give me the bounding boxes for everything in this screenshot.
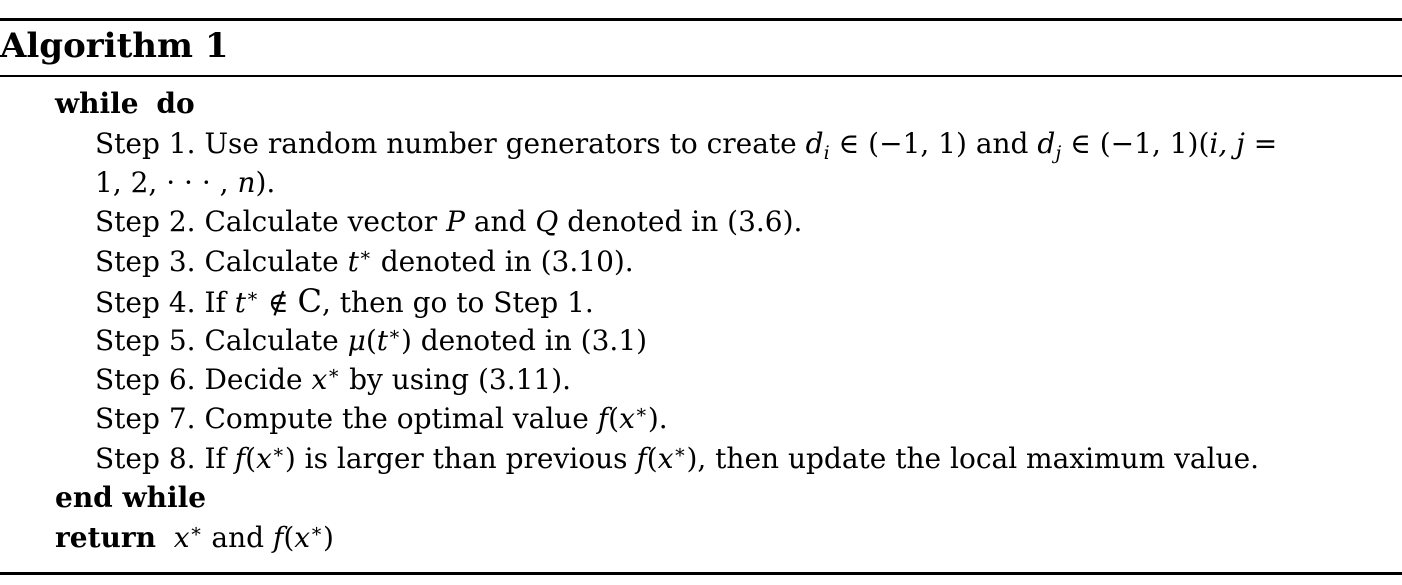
step-1-label: Step 1. xyxy=(95,127,196,160)
step-6-line: Step 6. Decide x∗ by using (3.11). xyxy=(95,362,572,396)
while-keyword: while xyxy=(55,87,139,120)
step-4-line: Step 4. If t∗ ∉ C, then go to Step 1. xyxy=(95,282,594,320)
algorithm-caption: Algorithm 1 xyxy=(0,26,229,66)
step-6-label: Step 6. xyxy=(95,363,196,396)
step-8-label: Step 8. xyxy=(95,442,196,475)
step-3-line: Step 3. Calculate t∗ denoted in (3.10). xyxy=(95,244,634,278)
step-7-line: Step 7. Compute the optimal value f(x∗). xyxy=(95,401,668,435)
return-line: return x∗ and f(x∗) xyxy=(55,520,334,554)
step-2-line: Step 2. Calculate vector P and Q denoted in (3.6). xyxy=(95,205,803,238)
step-3-label: Step 3. xyxy=(95,245,196,278)
end-while-line: end while xyxy=(55,481,207,514)
step-4-label: Step 4. xyxy=(95,286,196,319)
return-keyword: return xyxy=(55,521,156,554)
step-5-label: Step 5. xyxy=(95,324,196,357)
do-keyword: do xyxy=(156,87,195,120)
top-rule xyxy=(0,18,1402,21)
step-2-label: Step 2. xyxy=(95,205,196,238)
step-5-line: Step 5. Calculate μ(t∗) denoted in (3.1) xyxy=(95,323,648,357)
while-line xyxy=(55,86,195,122)
bottom-rule xyxy=(0,572,1402,575)
step-8-line: Step 8. If f(x∗) is larger than previous f(x∗), then update the local maximum value. xyxy=(95,441,1260,475)
step-1-line-a: Step 1. Use random number generators to create $d_i$ ∈ (−1, 1) and $d_j$ ∈ (−1, 1)(i, j = xyxy=(95,127,1278,164)
step-1-line-b: 1, 2, · · · , n). xyxy=(95,166,276,199)
step-7-label: Step 7. xyxy=(95,402,196,435)
caption-rule xyxy=(0,75,1402,77)
